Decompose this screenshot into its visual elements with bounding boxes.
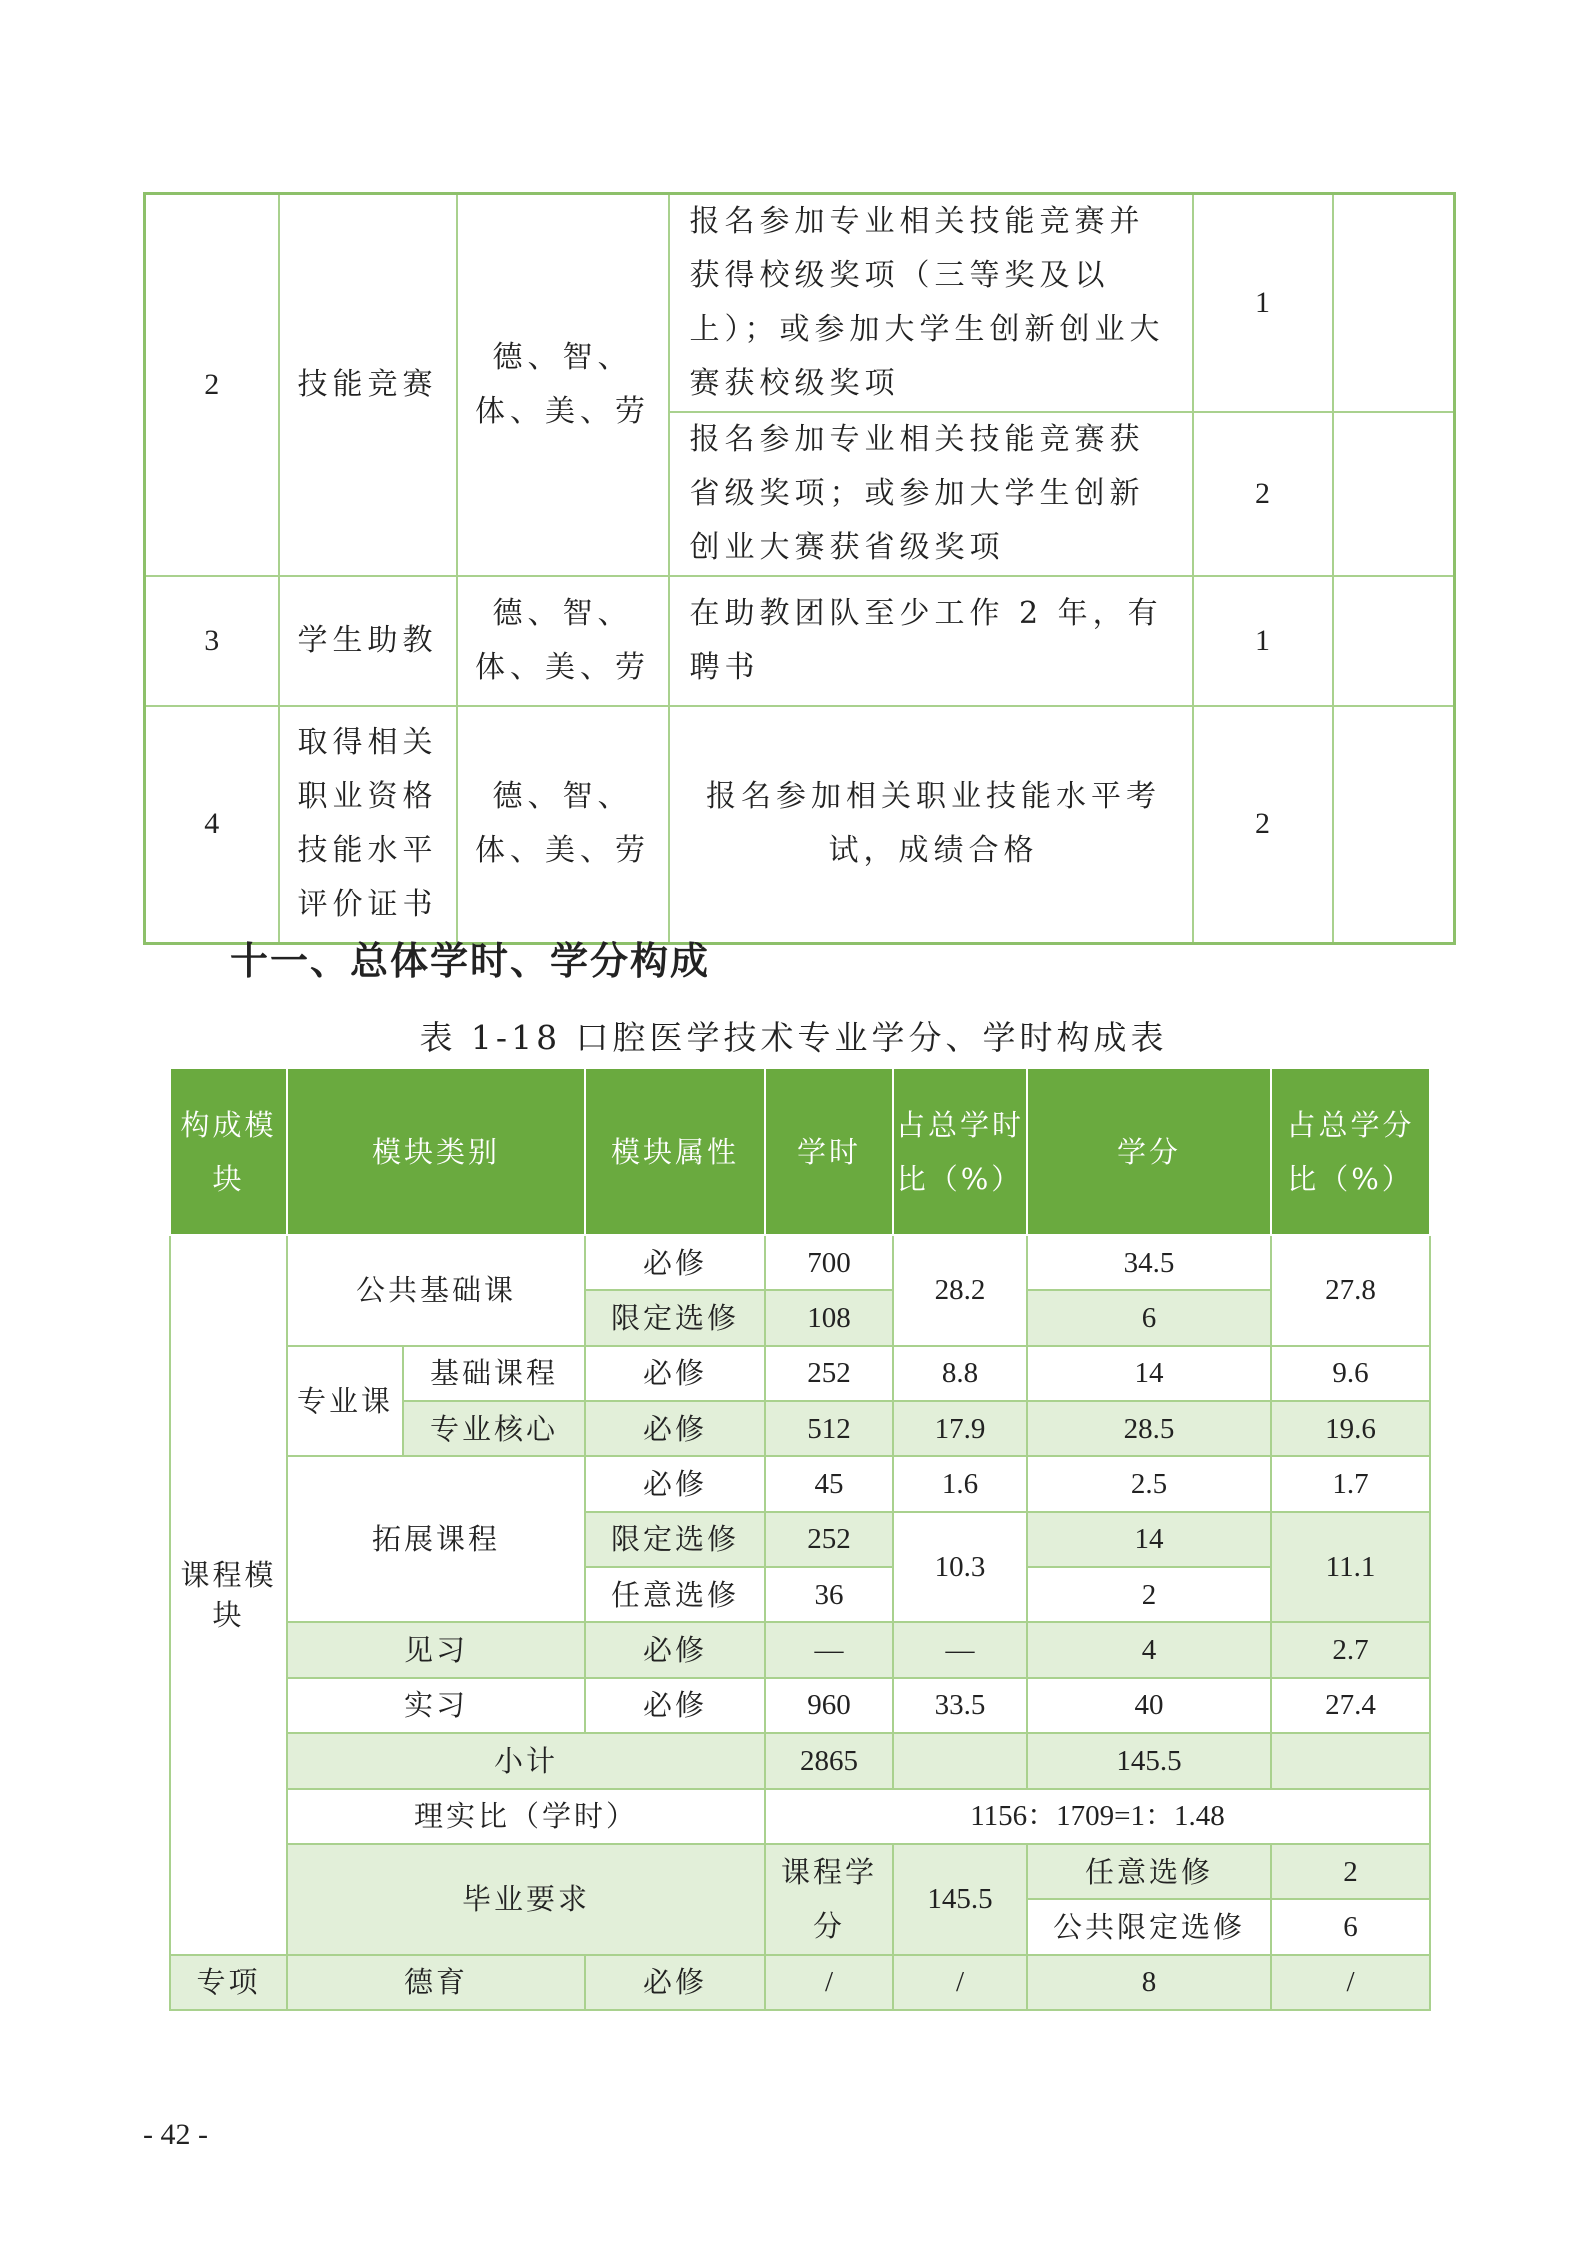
education-dimensions: 德、智、体、美、劳 [457,706,669,943]
credits-pct-cell: 1.7 [1271,1456,1430,1511]
subtotal-credits: 145.5 [1027,1733,1271,1788]
table-row [145,576,1455,706]
special-row [170,1955,1430,2010]
subcategory-label: 基础课程 [403,1346,585,1401]
table-row [170,1456,1430,1511]
attribute-cell: 限定选修 [585,1290,765,1345]
attribute-cell: 必修 [585,1346,765,1401]
row-number: 4 [145,706,279,943]
credits-pct-cell: / [1271,1955,1430,2010]
hours-pct-cell: 33.5 [893,1678,1027,1733]
item-name: 学生助教 [279,576,457,706]
table-row [170,1678,1430,1733]
hours-cell: 512 [765,1401,893,1456]
credits-pct-cell: 27.8 [1271,1235,1430,1346]
requirement-description: 报名参加专业相关技能竞赛并获得校级奖项（三等奖及以上）；或参加大学生创新创业大赛获校级奖项 [669,194,1193,413]
credits-cell: 2 [1027,1567,1271,1622]
graduation-row [170,1844,1430,1899]
credits-cell: 8 [1027,1955,1271,2010]
special-module-label: 专项 [170,1955,287,2010]
hours-cell: 108 [765,1290,893,1345]
credits-cell: 4 [1027,1622,1271,1677]
attribute-cell: 必修 [585,1456,765,1511]
subtotal-row [170,1733,1430,1788]
credits-pct-cell: 2.7 [1271,1622,1430,1677]
attribute-cell: 任意选修 [585,1567,765,1622]
credits-cell: 14 [1027,1346,1271,1401]
table-header-row [170,1068,1430,1235]
header-attribute: 模块属性 [585,1068,765,1235]
row-number: 3 [145,576,279,706]
ratio-label: 理实比（学时） [287,1789,765,1844]
category-label: 德育 [287,1955,585,2010]
requirement-description: 报名参加相关职业技能水平考试，成绩合格 [669,706,1193,943]
elective-value: 2 [1271,1844,1430,1899]
header-credits-pct: 占总学分比（%） [1271,1068,1430,1235]
credits-cell: 6 [1027,1290,1271,1345]
header-module: 构成模块 [170,1068,287,1235]
hours-cell: 252 [765,1346,893,1401]
category-label: 实习 [287,1678,585,1733]
attribute-cell: 必修 [585,1678,765,1733]
hours-pct-cell: — [893,1622,1027,1677]
attribute-cell: 限定选修 [585,1512,765,1567]
subtotal-label: 小计 [287,1733,765,1788]
section-heading: 十一、总体学时、学分构成 [230,939,711,983]
hours-cell: 960 [765,1678,893,1733]
table-row [170,1622,1430,1677]
credits-pct-cell: 11.1 [1271,1512,1430,1623]
requirement-description: 报名参加专业相关技能竞赛获省级奖项；或参加大学生创新创业大赛获省级奖项 [669,412,1193,576]
category-label: 见习 [287,1622,585,1677]
attribute-cell: 必修 [585,1235,765,1290]
subtotal-hours: 2865 [765,1733,893,1788]
hours-pct-cell: 10.3 [893,1512,1027,1623]
hours-cell: 36 [765,1567,893,1622]
credit-value: 1 [1193,576,1333,706]
page-number: - 42 - [143,2118,208,2151]
header-hours-pct: 占总学时比（%） [893,1068,1027,1235]
graduation-label: 毕业要求 [287,1844,765,1955]
empty-cell [1333,412,1455,576]
credits-pct-cell: 9.6 [1271,1346,1430,1401]
credit-value: 2 [1193,412,1333,576]
activity-credit-table [143,192,1456,945]
header-category: 模块类别 [287,1068,585,1235]
ratio-value: 1156：1709=1：1.48 [765,1789,1430,1844]
header-credits: 学分 [1027,1068,1271,1235]
empty-cell [1271,1733,1430,1788]
hours-cell: 252 [765,1512,893,1567]
attribute-cell: 必修 [585,1622,765,1677]
item-name: 取得相关职业资格技能水平评价证书 [279,706,457,943]
education-dimensions: 德、智、体、美、劳 [457,194,669,577]
hours-pct-cell: 17.9 [893,1401,1027,1456]
hours-cell: 700 [765,1235,893,1290]
row-number: 2 [145,194,279,577]
category-label: 专业课 [287,1346,403,1457]
table-row [145,706,1455,943]
category-label: 拓展课程 [287,1456,585,1622]
hours-pct-cell: / [893,1955,1027,2010]
credits-cell: 28.5 [1027,1401,1271,1456]
credit-value: 1 [1193,194,1333,413]
hours-cell: — [765,1622,893,1677]
table-row [170,1235,1430,1290]
hours-cell: 45 [765,1456,893,1511]
requirement-description: 在助教团队至少工作 2 年，有聘书 [669,576,1193,706]
ratio-row [170,1789,1430,1844]
public-elective-value: 6 [1271,1899,1430,1954]
credits-cell: 14 [1027,1512,1271,1567]
education-dimensions: 德、智、体、美、劳 [457,576,669,706]
header-hours: 学时 [765,1068,893,1235]
credit-value: 2 [1193,706,1333,943]
course-credits-label: 课程学分 [765,1844,893,1955]
credit-hours-table [169,1067,1431,2011]
table-row [170,1346,1430,1401]
credits-pct-cell: 19.6 [1271,1401,1430,1456]
elective-label: 任意选修 [1027,1844,1271,1899]
credits-pct-cell: 27.4 [1271,1678,1430,1733]
table-row [145,194,1455,413]
subcategory-label: 专业核心 [403,1401,585,1456]
hours-pct-cell: 1.6 [893,1456,1027,1511]
hours-cell: / [765,1955,893,2010]
table-caption: 表 1-18 口腔医学技术专业学分、学时构成表 [419,1018,1168,1057]
attribute-cell: 必修 [585,1955,765,2010]
empty-cell [1333,576,1455,706]
public-elective-label: 公共限定选修 [1027,1899,1271,1954]
empty-cell [1333,706,1455,943]
credits-cell: 2.5 [1027,1456,1271,1511]
item-name: 技能竞赛 [279,194,457,577]
empty-cell [1333,194,1455,413]
category-label: 公共基础课 [287,1235,585,1346]
attribute-cell: 必修 [585,1401,765,1456]
graduation-total: 145.5 [893,1844,1027,1955]
empty-cell [893,1733,1027,1788]
credits-cell: 34.5 [1027,1235,1271,1290]
hours-pct-cell: 8.8 [893,1346,1027,1401]
hours-pct-cell: 28.2 [893,1235,1027,1346]
course-module-label: 课程模块 [170,1235,287,1954]
credits-cell: 40 [1027,1678,1271,1733]
